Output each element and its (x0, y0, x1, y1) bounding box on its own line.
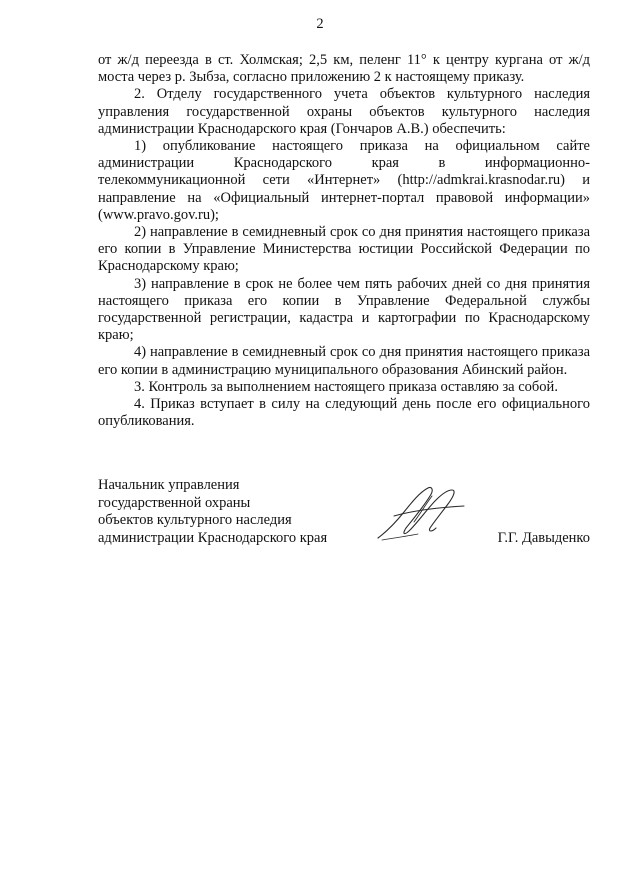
paragraph-subitem-1: 1) опубликование настоящего приказа на официальном сайте администрации Краснодарского края в информационно-телекоммуникационной сети «Интернет» (http://admkrai.krasnodar.ru) и направление на «Официальный интернет-портал правовой информации» (www.pravo.gov.ru); (98, 138, 590, 223)
signer-title-line-1: Начальник управления (98, 477, 240, 493)
signer-name: Г.Г. Давыденко (497, 529, 590, 546)
signature-block (98, 477, 590, 547)
paragraph-subitem-4: 4) направление в семидневный срок со дня принятия настоящего приказа его копии в администрацию муниципального образования Абинский район. (98, 344, 590, 378)
signer-title-line-3: объектов культурного наследия (98, 512, 292, 528)
signer-last-row (98, 530, 590, 548)
signer-title-line-4: администрации Краснодарского края (98, 529, 328, 546)
handwritten-signature (374, 482, 470, 544)
paragraph-subitem-2: 2) направление в семидневный срок со дня принятия настоящего приказа его копии в Управление Министерства юстиции Российской Федерации по Краснодарскому краю; (98, 224, 590, 275)
paragraph-continuation: от ж/д переезда в ст. Холмская; 2,5 км, пеленг 11° к центру кургана от ж/д моста через р. Зыбза, согласно приложению 2 к настоящему приказу. (98, 52, 590, 86)
document-body (98, 52, 590, 430)
page-number: 2 (316, 16, 324, 32)
paragraph-item-4: 4. Приказ вступает в силу на следующий день после его официального опубликования. (98, 396, 590, 430)
signer-title-line-2: государственной охраны (98, 494, 251, 511)
paragraph-subitem-3: 3) направление в срок не более чем пять рабочих дней со дня принятия настоящего приказа его копии в Управление Федеральной службы государственной регистрации, кадастра и картографии по Краснодарскому краю; (98, 275, 590, 344)
paragraph-item-2: 2. Отделу государственного учета объектов культурного наследия управления государственной охраны объектов культурного наследия администрации Краснодарского края (Гончаров А.В.) обеспечить: (98, 86, 590, 137)
paragraph-item-3: 3. Контроль за выполнением настоящего приказа оставляю за собой. (134, 378, 558, 395)
